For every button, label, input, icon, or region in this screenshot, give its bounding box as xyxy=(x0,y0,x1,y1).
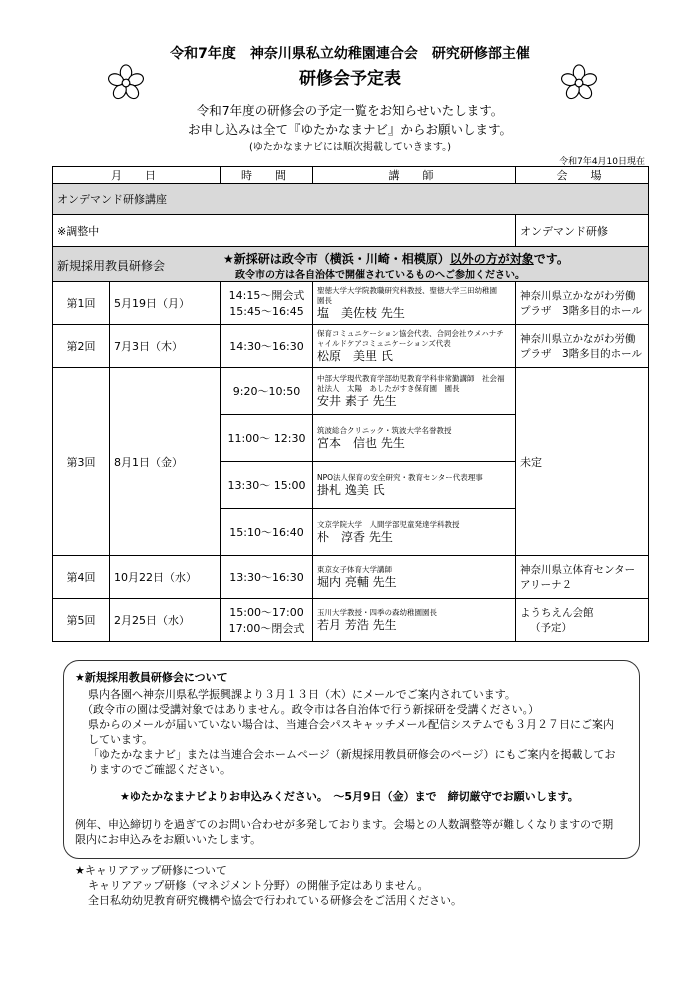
notes-line: しています。 xyxy=(88,733,154,746)
ondemand-note: ※調整中 xyxy=(53,215,516,247)
notes-line: 県からのメールが届いていない場合は、当連合会パスキャッチメール配信システムでも３月２７日にご案内 xyxy=(88,718,615,731)
ondemand-row xyxy=(53,215,649,247)
notes-line: 例年、申込締切りを過ぎてのお問い合わせが多発しております。会場との人数調整等が難しくなりますので期 xyxy=(75,818,614,831)
new-hire-notice: ★新採研は政令市（横浜・川崎・相模原）以外の方が対象です。 xyxy=(223,252,569,266)
apply-deadline: ★ゆたかなまナビよりお申込みください。 ～5月9日（金）まで 締切厳守でお願いします。 xyxy=(120,790,579,803)
career-title: ★キャリアアップ研修について xyxy=(75,864,227,877)
flower-icon-left xyxy=(107,64,145,102)
organizer-line: 令和7年度 神奈川県私立幼稚園連合会 研究研修部主催 xyxy=(170,46,530,62)
table-row: 第2回 7月3日（木） 14:30～16:30 保育コミュニケーション協会代表、合同会社ウメハナチャイルドケアコミュニケーションズ代表 松原 美里 氏 神奈川県立かながわ労働プラザ 3階多目的ホール xyxy=(53,325,649,368)
col-header-venue: 会 場 xyxy=(516,167,649,184)
table-row: 第3回 8月1日（金） 9:20～10:50 中部大学現代教育学部幼児教育学科非常勤講師 社会福祉法人 太陽 あしたがすき保育園 園長 安井 素子 先生 未定 xyxy=(53,368,649,415)
table-subrow: 13:30～ 15:00 NPO法人保育の安全研究・教育センター代表理事 掛札 逸美 氏 xyxy=(53,462,649,509)
new-hire-section-row xyxy=(53,247,649,282)
as-of-date: 令和7年4月10日現在 xyxy=(559,157,645,167)
table-header-row xyxy=(53,167,649,184)
notes-line: 限内にお申込みをお願いいたします。 xyxy=(75,833,262,846)
table-row: 第1回 5月19日（月） 14:15～開会式 15:45～16:45 聖徳大学大学院教職研究科教授、聖徳大学三田幼稚園 園長 塩 美佐枝 先生 神奈川県立かながわ労働プラザ 3階多目的ホール xyxy=(53,282,649,325)
table-row: 第4回 10月22日（水） 13:30～16:30 東京女子体育大学講師 堀内 亮輔 先生 神奈川県立体育センター アリーナ２ xyxy=(53,556,649,599)
table-subrow: 11:00～ 12:30 筑波総合クリニック・筑波大学名誉教授 宮本 信也 先生 xyxy=(53,415,649,462)
ondemand-section-row xyxy=(53,184,649,215)
flower-icon-right xyxy=(560,64,598,102)
notes-line: りますのでご確認ください。 xyxy=(88,763,231,776)
ondemand-venue: オンデマンド研修 xyxy=(516,215,649,247)
col-header-time: 時 間 xyxy=(221,167,313,184)
table-row: 第5回 2月25日（水） 15:00～17:00 17:00～閉会式 玉川大学教授・四季の森幼稚園園長 若月 芳浩 先生 ようちえん会館 （予定） xyxy=(53,599,649,642)
page-title: 研修会予定表 xyxy=(299,69,401,89)
career-line: 全日私幼幼児教育研究機構や協会で行われている研修会をご活用ください。 xyxy=(88,894,462,907)
ondemand-section-title: オンデマンド研修講座 xyxy=(53,184,649,215)
notes-line: 県内各園へ神奈川県私学振興課より３月１３日（木）にメールでご案内されています。 xyxy=(88,688,516,701)
new-hire-section-title: 新規採用教員研修会 xyxy=(57,259,166,273)
col-header-lecturer: 講 師 xyxy=(313,167,516,184)
intro-line-3: (ゆたかなまナビには順次掲載していきます。) xyxy=(248,142,451,153)
new-hire-notice-2: 政令市の方は各自治体で開催されているものへご参加ください。 xyxy=(235,270,525,281)
col-header-date: 月 日 xyxy=(53,167,221,184)
intro-line-2: お申し込みは全て『ゆたかなまナビ』からお願いします。 xyxy=(187,122,512,137)
table-subrow: 15:10～16:40 文京学院大学 人間学部児童発達学科教授 朴 淳香 先生 xyxy=(53,509,649,556)
notes-line: （政令市の園は受講対象ではありません。政令市は各自治体で行う新採研を受講ください。） xyxy=(82,703,540,716)
schedule-table xyxy=(52,166,649,642)
notes-title: ★新規採用教員研修会について xyxy=(75,671,228,684)
notes-line: 「ゆたかなまナビ」または当連合会ホームページ（新規採用教員研修会のページ）にもご案内を掲載してお xyxy=(88,748,616,761)
intro-line-1: 令和7年度の研修会の予定一覧をお知らせいたします。 xyxy=(196,103,504,118)
career-line: キャリアアップ研修（マネジメント分野）の開催予定はありません。 xyxy=(88,879,429,892)
